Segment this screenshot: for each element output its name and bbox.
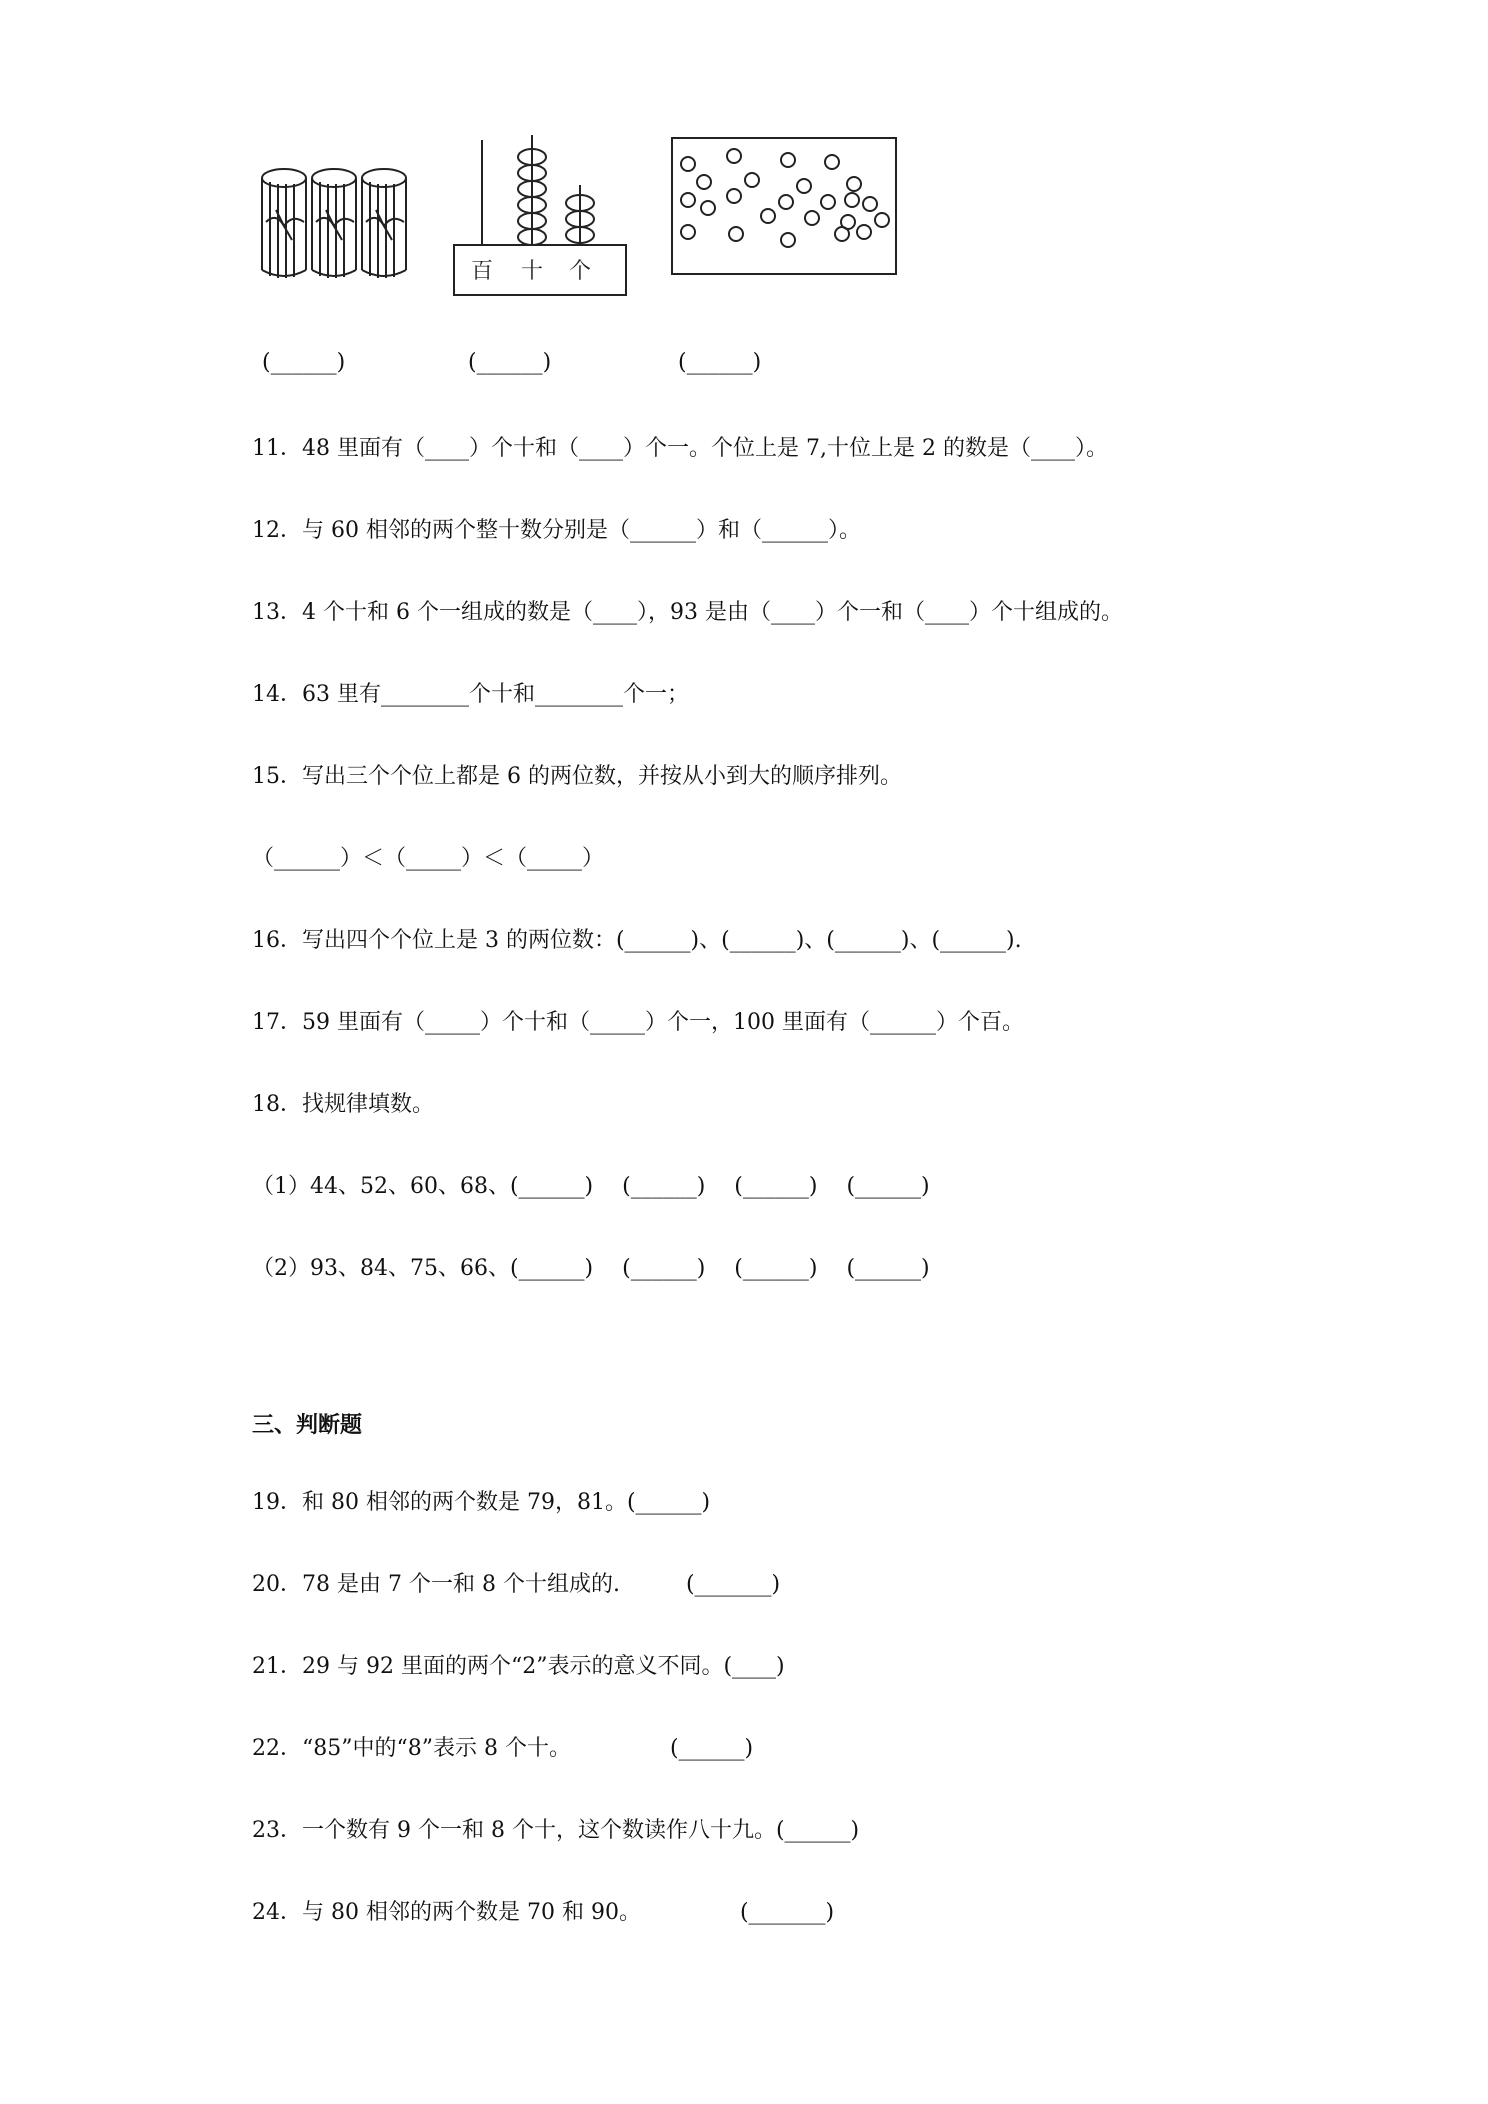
stick-bundle-3 bbox=[362, 169, 406, 278]
question-19: 19．和 80 相邻的两个数是 79，81。(______) bbox=[252, 1490, 711, 1515]
figures-svg bbox=[252, 130, 932, 310]
question-21: 21．29 与 92 里面的两个“2”表示的意义不同。(____) bbox=[252, 1654, 785, 1679]
question-22: 22．“85”中的“8”表示 8 个十。 (______) bbox=[252, 1736, 754, 1761]
question-24: 24．与 80 相邻的两个数是 70 和 90。 (_______) bbox=[252, 1900, 835, 1925]
dots-figure bbox=[672, 138, 896, 274]
question-17: 17．59 里面有（_____）个十和（_____）个一，100 里面有（______）个百。 bbox=[252, 1010, 1024, 1035]
question-20: 20．78 是由 7 个一和 8 个十组成的. (_______) bbox=[252, 1572, 781, 1597]
stick-bundle-1 bbox=[262, 169, 306, 278]
question-15-answer: （______）＜（_____）＜（_____） bbox=[252, 846, 605, 871]
figures-row bbox=[252, 130, 932, 310]
section-title-judgement: 三、判断题 bbox=[252, 1413, 363, 1438]
question-14: 14．63 里有________个十和________个一； bbox=[252, 682, 689, 707]
abacus-label-hundreds: 百 bbox=[470, 259, 494, 284]
question-23: 23．一个数有 9 个一和 8 个十，这个数读作八十九。(______) bbox=[252, 1818, 860, 1843]
stick-bundles-figure bbox=[262, 169, 406, 278]
question-18-part-2: （2）93、84、75、66、(______) (______) (______) (______) bbox=[252, 1256, 930, 1281]
question-11: 11．48 里面有（____）个十和（____）个一。个位上是 7,十位上是 2 的数是（____）。 bbox=[252, 436, 1108, 461]
figure-answer-blank-2[interactable]: (______) bbox=[468, 350, 552, 375]
stick-bundle-2 bbox=[312, 169, 356, 278]
question-15: 15．写出三个个位上都是 6 的两位数，并按从小到大的顺序排列。 bbox=[252, 764, 902, 789]
abacus-label-ones: 个 bbox=[568, 259, 592, 284]
question-18-part-1: （1）44、52、60、68、(______) (______) (______) (______) bbox=[252, 1174, 930, 1199]
question-12: 12．与 60 相邻的两个整十数分别是（______）和（______）。 bbox=[252, 518, 861, 543]
question-18: 18．找规律填数。 bbox=[252, 1092, 434, 1117]
figure-answer-blanks bbox=[262, 350, 962, 384]
figure-answer-blank-1[interactable]: (______) bbox=[262, 350, 346, 375]
abacus-label-tens: 十 bbox=[520, 259, 544, 284]
question-13: 13．4 个十和 6 个一组成的数是（____），93 是由（____）个一和（____）个十组成的。 bbox=[252, 600, 1123, 625]
question-16: 16．写出四个个位上是 3 的两位数：(______)、(______)、(______)、(______). bbox=[252, 928, 1022, 953]
figure-answer-blank-3[interactable]: (______) bbox=[678, 350, 762, 375]
